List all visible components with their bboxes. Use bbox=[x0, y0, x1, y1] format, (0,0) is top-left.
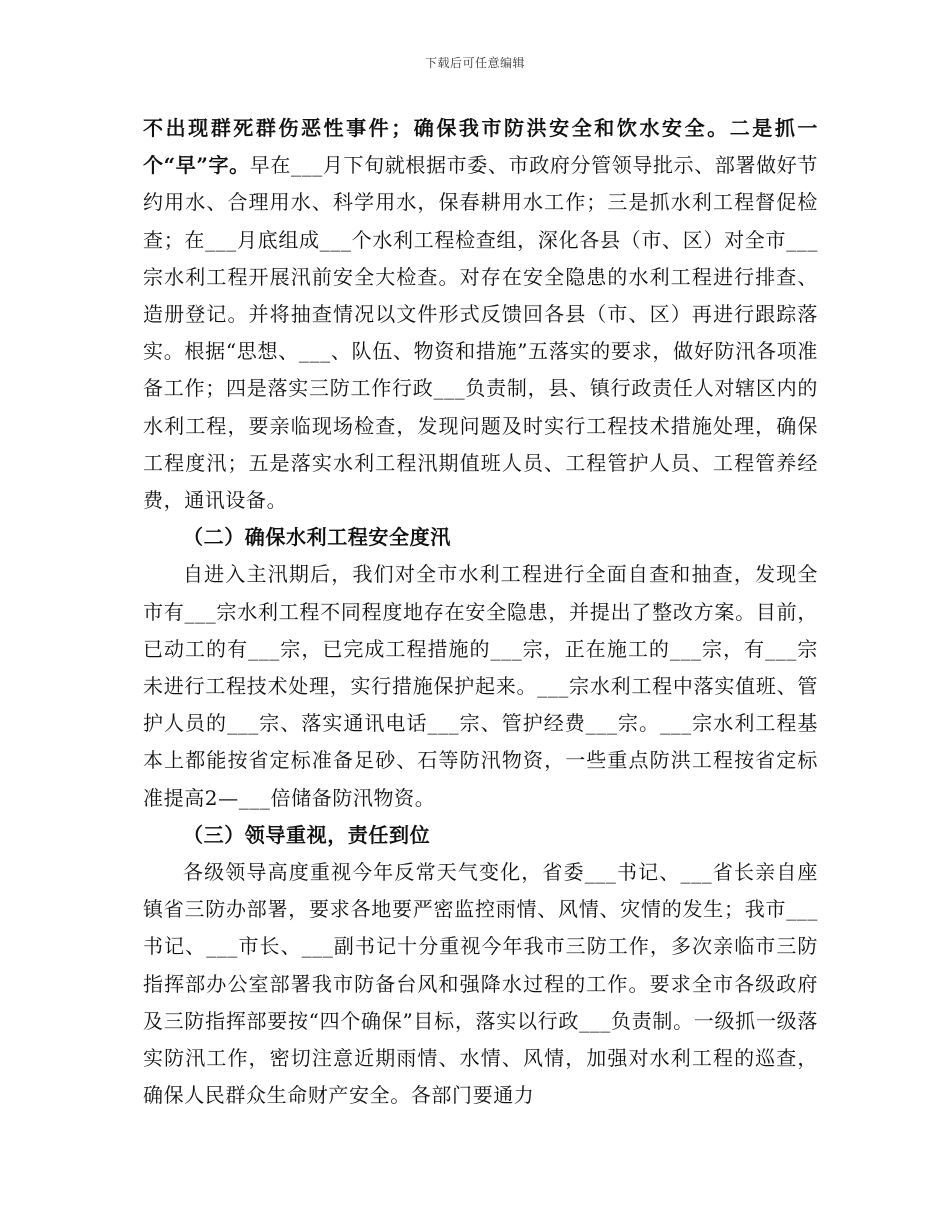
paragraph-3: 各级领导高度重视今年反常天气变化，省委___书记、___省长亲自座镇省三防办部署，要求各地要严密监控雨情、风情、灾情的发生；我市___书记、___市长、___副书记十分重视今年我市三防工作，多次亲临市三防指挥部办公室部署我市防备台风和强降水过程的工作。要求全市各级政府及三防指挥部要按“四个确保”目标，落实以行政___负责制。一级抓一级落实防汛工作，密切注意近期雨情、水情、风情，加强对水利工程的巡查，确保人民群众生命财产安全。各部门要通力 bbox=[143, 860, 818, 1108]
section-heading-2: （二）确保水利工程安全度汛 bbox=[183, 525, 451, 550]
paragraph-1-bold-lead: 不出现群死群伤恶性事件；确保我市防洪安全和饮水安全。二是抓一个“早”字。 bbox=[143, 116, 818, 178]
document-body bbox=[143, 110, 818, 1114]
page-header: 下载后可任意编辑 bbox=[424, 56, 525, 70]
paragraph-1 bbox=[143, 110, 818, 519]
section-heading-3: （三）领导重视，责任到位 bbox=[183, 822, 431, 847]
paragraph-1-text: 早在___月下旬就根据市委、市政府分管领导批示、部署做好节约用水、合理用水、科学用水，保春耕用水工作；三是抓水利工程督促检查；在___月底组成___个水利工程检查组，深化各县（市、区）对全市___宗水利工程开展汛前安全大检查。对存在安全隐患的水利工程进行排查、造册登记。并将抽查情况以文件形式反馈回各县（市、区）再进行跟踪落实。根据“思想、___、队伍、物资和措施”五落实的要求，做好防汛各项准备工作；四是落实三防工作行政___负责制，县、镇行政责任人对辖区内的水利工程，要亲临现场检查，发现问题及时实行工程技术措施处理，确保工程度汛；五是落实水利工程汛期值班人员、工程管护人员、工程管养经费，通讯设备。 bbox=[143, 153, 818, 513]
paragraph-2: 自进入主汛期后，我们对全市水利工程进行全面自查和抽查，发现全市有___宗水利工程不同程度地存在安全隐患，并提出了整改方案。目前，已动工的有___宗，已完成工程措施的___宗，正在施工的___宗，有___宗未进行工程技术处理，实行措施保护起来。___宗水利工程中落实值班、管护人员的___宗、落实通讯电话___宗、管护经费___宗。___宗水利工程基本上都能按省定标准备足砂、石等防汛物资，一些重点防洪工程按省定标准提高2—___倍储备防汛物资。 bbox=[143, 562, 818, 810]
